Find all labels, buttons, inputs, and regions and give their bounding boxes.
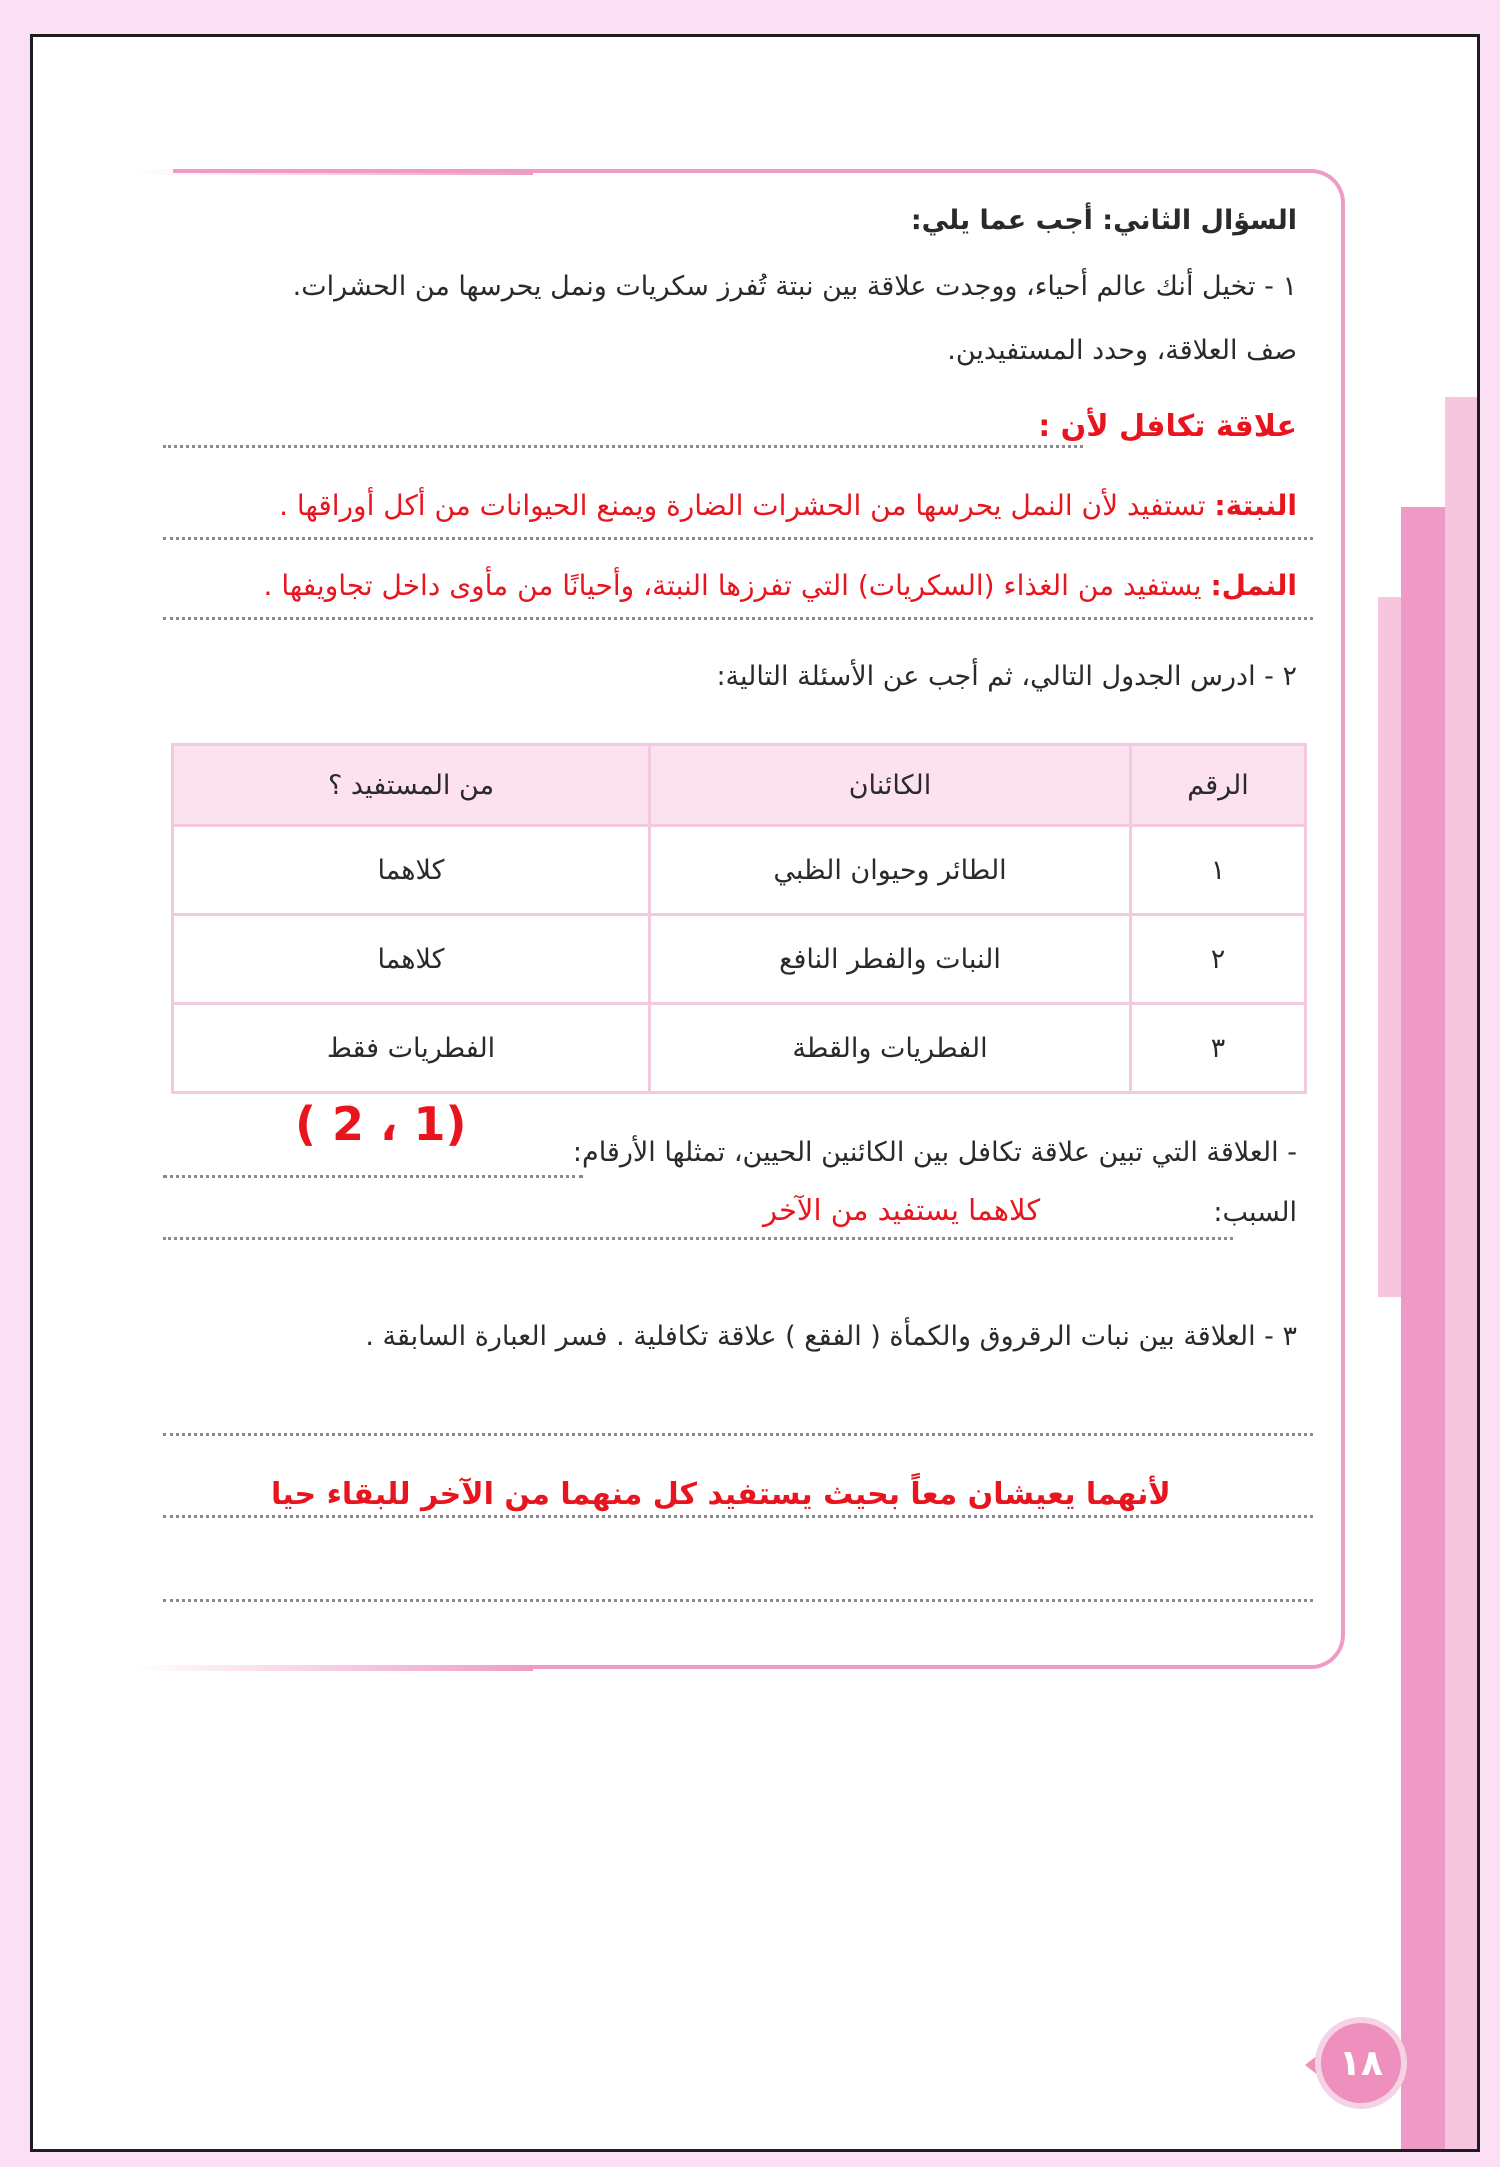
row-beneficiary: الفطريات فقط [173,1004,650,1093]
header-beneficiary: من المستفيد ؟ [173,745,650,826]
header-number: الرقم [1131,745,1306,826]
table-header-row [173,745,1306,826]
decor-band-inner [1378,597,1401,1297]
item2-line: ٢ - ادرس الجدول التالي، ثم أجب عن الأسئلة التالية: [716,661,1297,692]
item3-line: ٣ - العلاقة بين نبات الرقروق والكمأة ( الفقع ) علاقة تكافلية . فسر العبارة السابقة . [365,1321,1297,1352]
decor-band-dark [1401,507,1445,2152]
answer-plant-label: النبتة: [1214,489,1297,522]
reason-answer: كلاهما يستفيد من الآخر [763,1193,1041,1227]
row-organisms: الفطريات والقطة [650,1004,1131,1093]
row-number: ١ [1131,826,1306,915]
item3-answer: لأنهما يعيشان معاً بحيث يستفيد كل منهما من الآخر للبقاء حيا [271,1477,1171,1512]
numbers-prompt: - العلاقة التي تبين علاقة تكافل بين الكائنين الحيين، تمثلها الأرقام: [572,1137,1297,1168]
item1-line2: صف العلاقة، وحدد المستفيدين. [947,335,1297,366]
answer-dotted-line [163,1175,583,1178]
answer-dotted-line [163,1433,1313,1436]
table-row [173,826,1306,915]
reason-prompt: السبب: [1213,1197,1297,1228]
row-organisms: النبات والفطر النافع [650,915,1131,1004]
frame-bottom-fade [133,1665,533,1671]
answer-dotted-line [163,1599,1313,1602]
answer-dotted-line [163,537,1313,540]
row-number: ٣ [1131,1004,1306,1093]
answer-plant [279,489,1297,522]
answer-relation: علاقة تكافل لأن : [1038,409,1297,444]
item1-line1: ١ - تخيل أنك عالم أحياء، ووجدت علاقة بين نبتة تُفرز سكريات ونمل يحرسها من الحشرات. [292,271,1297,302]
answer-dotted-line [163,445,1083,448]
answer-plant-text: تستفيد لأن النمل يحرسها من الحشرات الضارة ويمنع الحيوانات من أكل أوراقها . [279,489,1206,522]
row-number: ٢ [1131,915,1306,1004]
row-beneficiary: كلاهما [173,826,650,915]
page-number-badge [1315,2017,1407,2109]
row-beneficiary: كلاهما [173,915,650,1004]
decor-band-light [1445,397,1480,2152]
page-number: ١٨ [1339,2042,1383,2084]
organisms-table [171,743,1307,1094]
answer-ant-label: النمل: [1210,569,1297,602]
table-row [173,915,1306,1004]
question-heading: السؤال الثاني: أجب عما يلي: [910,205,1297,236]
answer-dotted-line [163,1515,1313,1518]
row-organisms: الطائر وحيوان الظبي [650,826,1131,915]
answer-dotted-line [163,1237,1233,1240]
answer-dotted-line [163,617,1313,620]
worksheet-page [30,34,1480,2152]
answer-ant-text: يستفيد من الغذاء (السكريات) التي تفرزها النبتة، وأحيانًا من مأوى داخل تجاويفها . [263,569,1202,602]
numbers-answer: ( 2 ، 1) [295,1097,467,1151]
table-row [173,1004,1306,1093]
header-organisms: الكائنان [650,745,1131,826]
answer-ant [264,569,1297,602]
